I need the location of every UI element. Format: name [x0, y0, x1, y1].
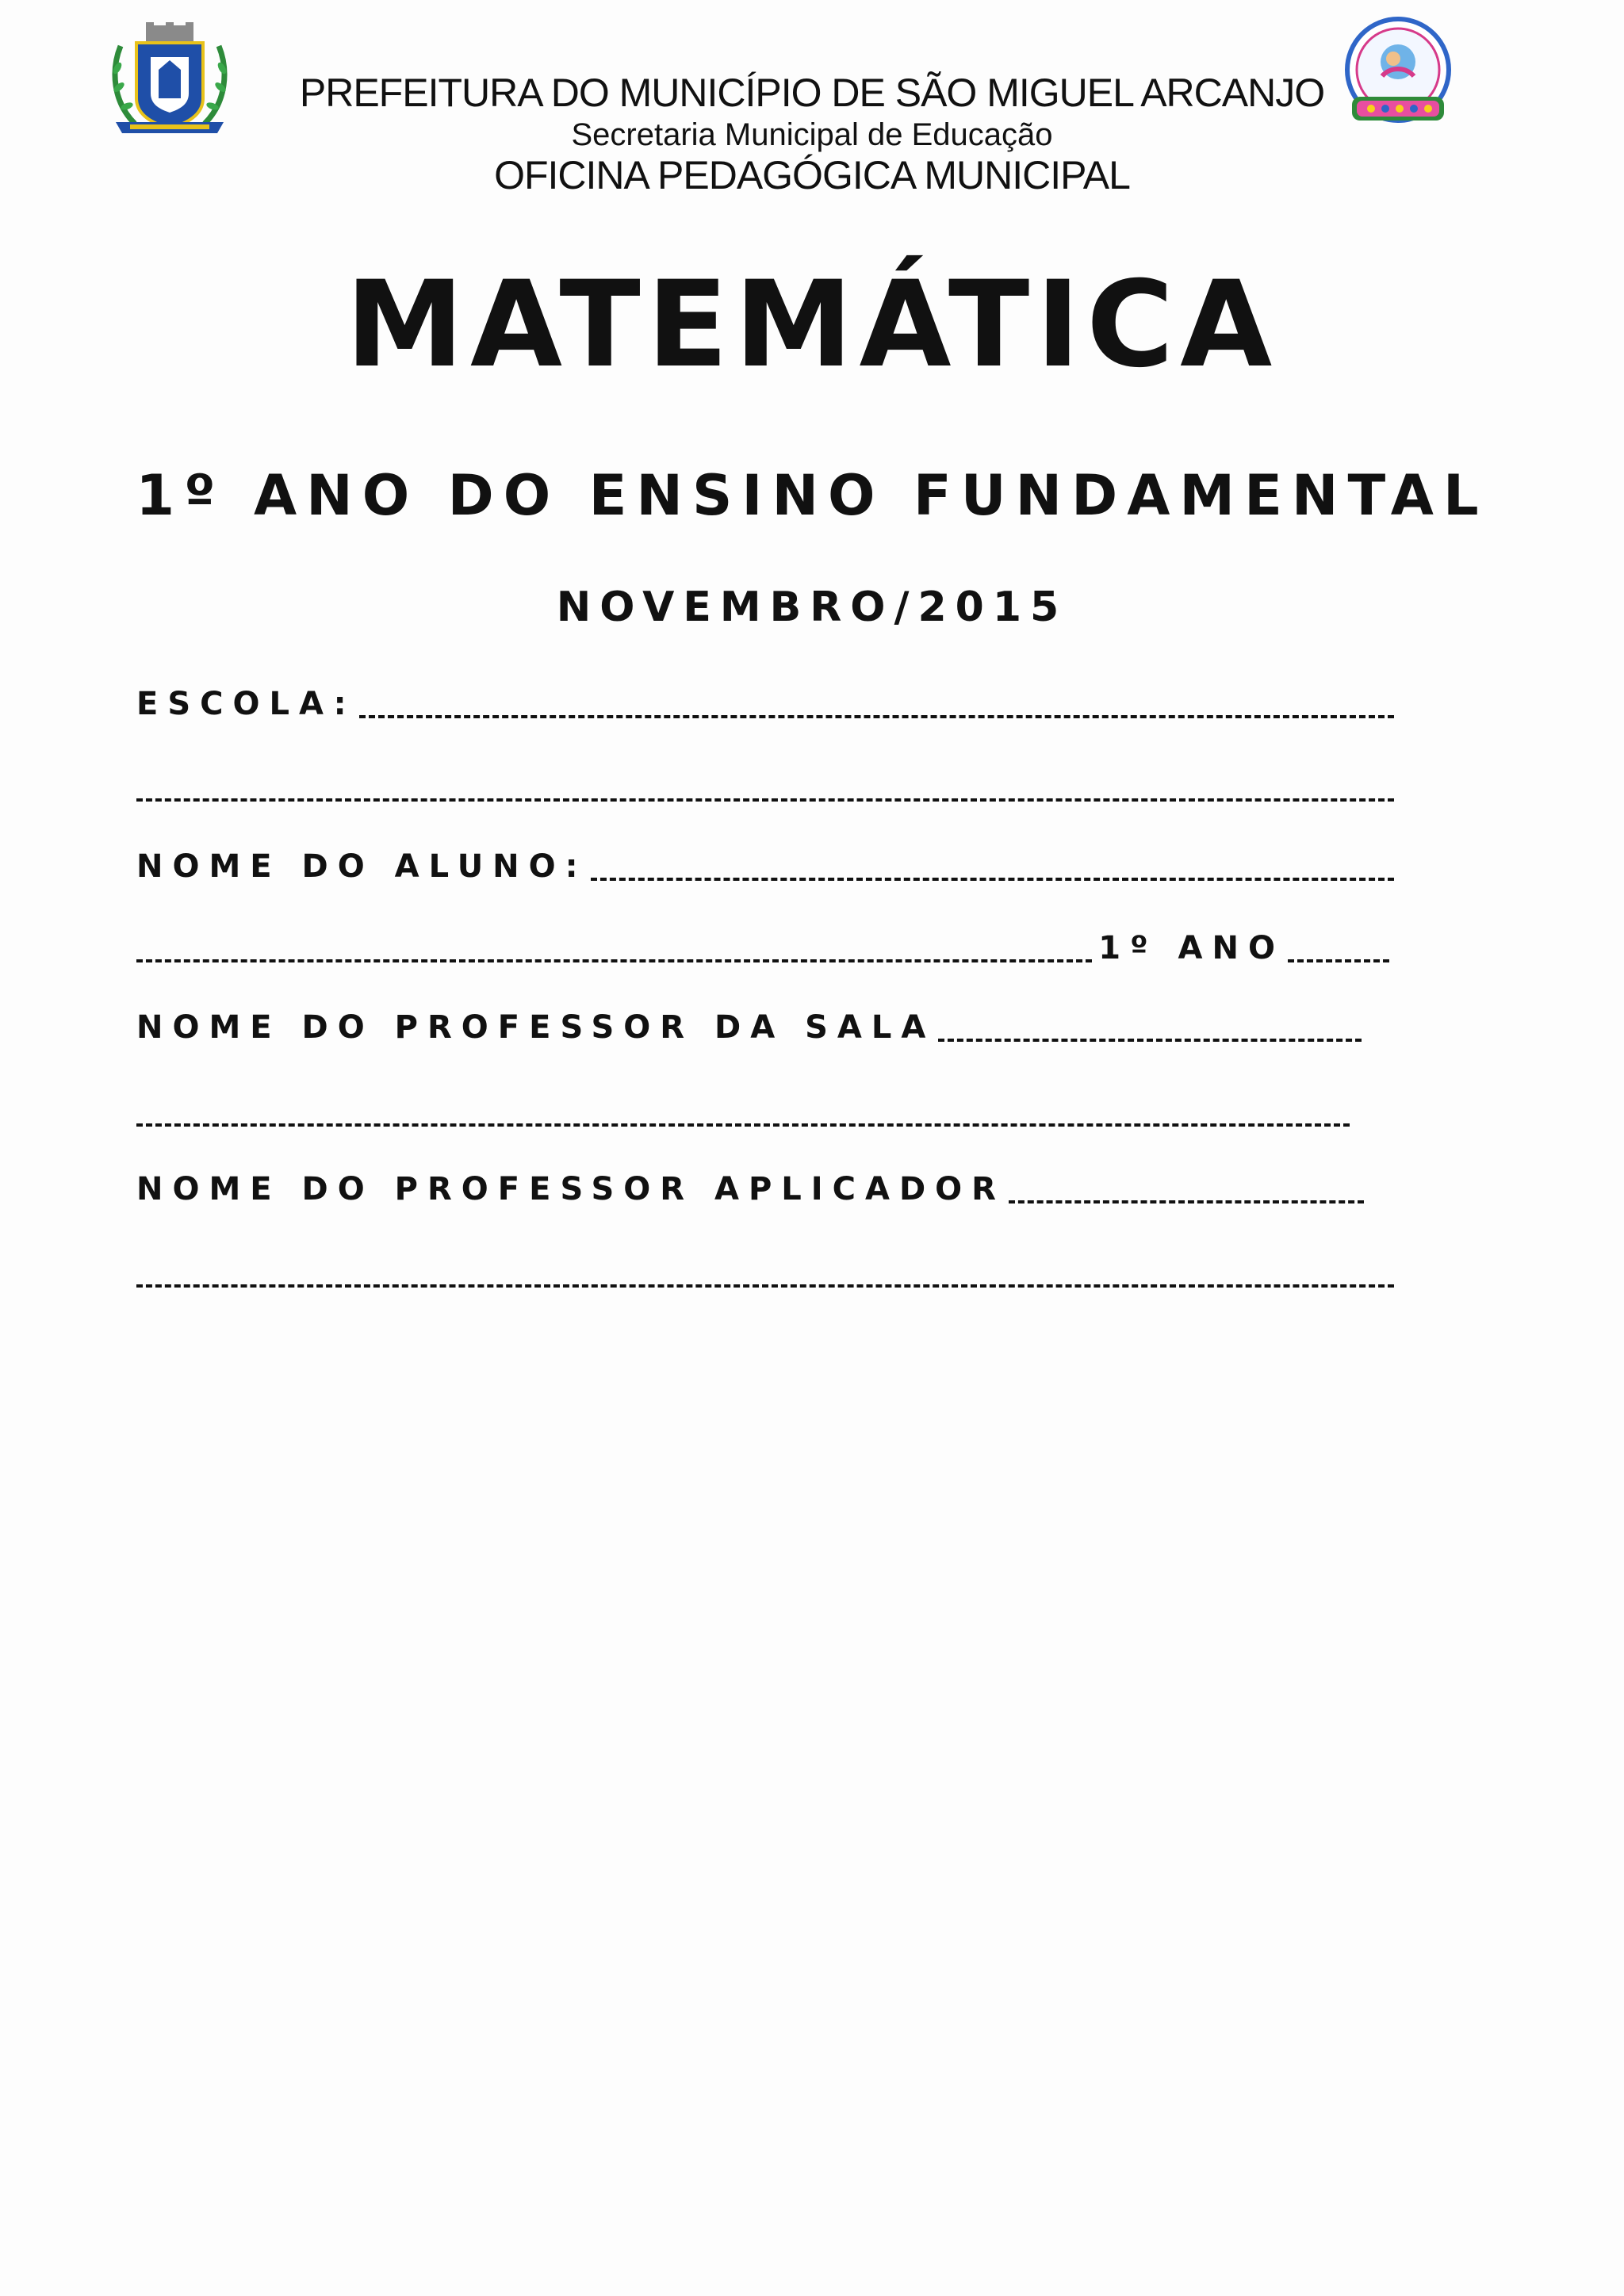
class-teacher-blank[interactable] [938, 1039, 1362, 1042]
education-secretariat: Secretaria Municipal de Educação [571, 117, 1053, 152]
student-continuation-row [136, 918, 1389, 966]
applier-teacher-label: NOME DO PROFESSOR APLICADOR [136, 1171, 1005, 1207]
grade-subtitle: 1º ANO DO ENSINO FUNDAMENTAL [136, 463, 1488, 528]
class-blank[interactable] [1288, 959, 1389, 962]
student-row [136, 836, 1394, 884]
class-teacher-row [136, 997, 1362, 1045]
class-teacher-continuation-row [136, 1082, 1350, 1130]
applier-teacher-blank[interactable] [1009, 1200, 1364, 1203]
applier-teacher-continuation-row [136, 1243, 1394, 1291]
applier-teacher-blank-continuation[interactable] [136, 1284, 1394, 1288]
school-row [136, 674, 1394, 721]
applier-teacher-row [136, 1159, 1364, 1207]
student-name-label: NOME DO ALUNO: [136, 848, 588, 885]
school-label: ESCOLA: [136, 686, 356, 722]
exam-date: NOVEMBRO/2015 [556, 584, 1068, 631]
pedagogical-office: OFICINA PEDAGÓGICA MUNICIPAL [494, 153, 1130, 197]
school-continuation-row [136, 757, 1394, 805]
subject-title: MATEMÁTICA [345, 256, 1279, 394]
student-name-blank[interactable] [591, 878, 1394, 881]
school-blank[interactable] [359, 715, 1394, 718]
oficina-pedagogica-seal-icon [1335, 14, 1461, 133]
class-teacher-blank-continuation[interactable] [136, 1123, 1350, 1127]
municipality-name: PREFEITURA DO MUNICÍPIO DE SÃO MIGUEL ARCANJO [299, 71, 1325, 115]
year-label: 1º ANO [1098, 930, 1285, 966]
class-teacher-label: NOME DO PROFESSOR DA SALA [136, 1009, 936, 1046]
school-blank-continuation[interactable] [136, 798, 1394, 802]
student-name-blank-continuation[interactable] [136, 959, 1092, 962]
